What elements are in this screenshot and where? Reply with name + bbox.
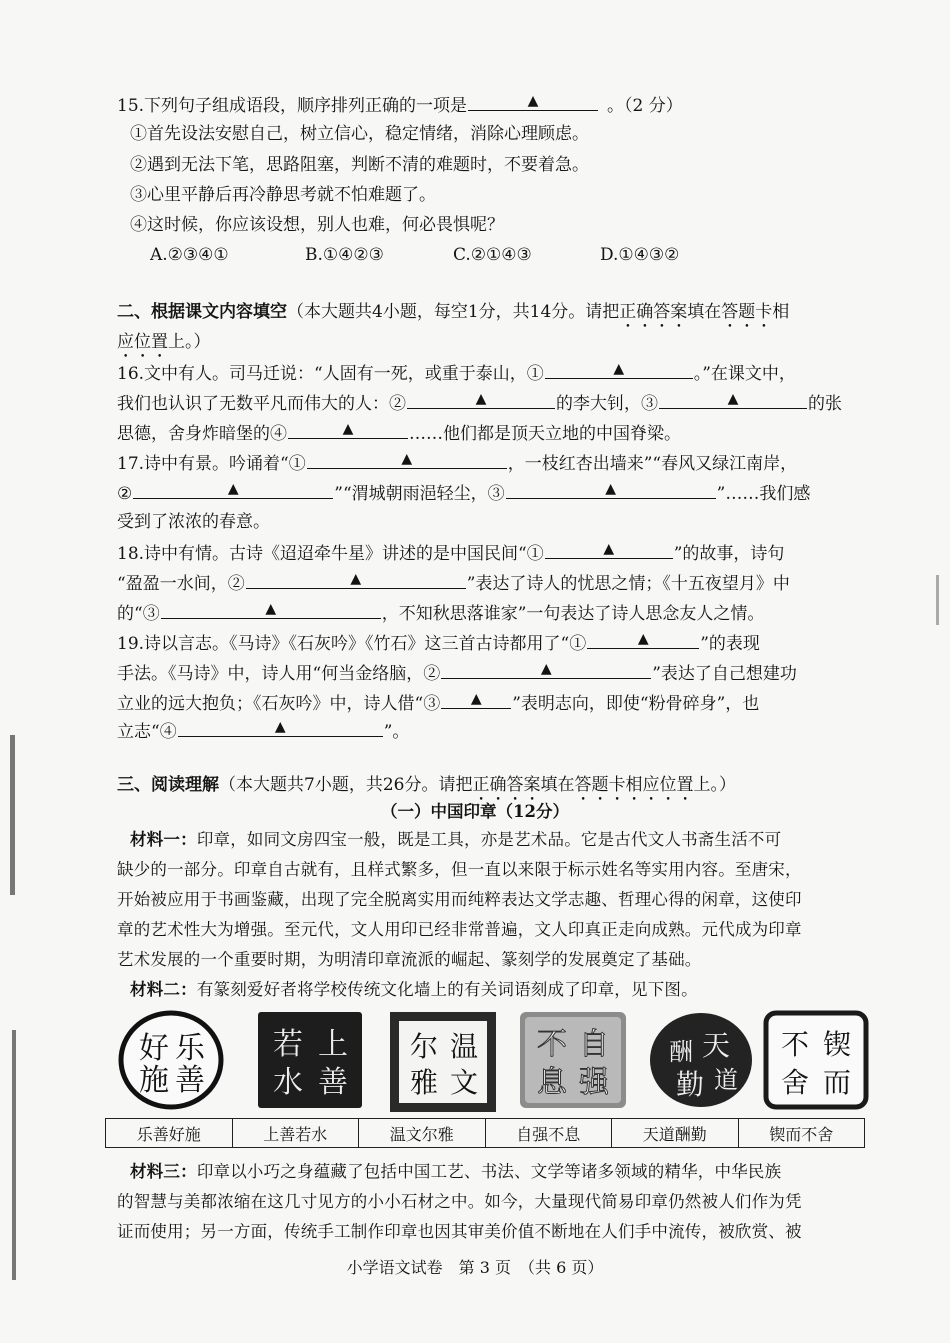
q17-line-2: ② ▲ ”“渭城朝雨浥轻尘，③ ▲ ”……我们感 (117, 481, 811, 504)
q15-sentence-2: ②遇到无法下笔，思路阻塞，判断不清的难题时，不要着急。 (130, 155, 589, 175)
q15-stem (117, 92, 683, 118)
seal-caption-6: 锲而不舍 (738, 1119, 865, 1148)
material1-line-5: 艺术发展的一个重要时期，为明清印章流派的崛起、篆刻学的发展奠定了基础。 (117, 950, 702, 969)
seal-caption-4: 自强不息 (485, 1119, 612, 1148)
q18-line-1: 18.诗中有情。古诗《迢迢牵牛星》讲述的是中国民间“① ▲ ”的故事，诗句 (117, 541, 785, 564)
q15-option-a: A.②③④① (150, 245, 229, 265)
seal3-glyph-4: 雅 (409, 1066, 439, 1099)
seal4-glyph-2: 强 (579, 1065, 609, 1100)
q17-blank-2[interactable]: ▲ (133, 480, 333, 499)
scan-edge-mark-left-lower (12, 1030, 16, 1280)
seal1-glyph-1: 乐 (175, 1031, 205, 1066)
q16-blank-1[interactable]: ▲ (545, 360, 693, 379)
seal6-glyph-1: 锲 (822, 1028, 852, 1061)
q19-blank-4[interactable]: ▲ (178, 718, 383, 737)
seal1-glyph-4: 施 (139, 1063, 169, 1098)
q18-blank-3[interactable]: ▲ (161, 600, 381, 619)
material2-label: 材料二： (130, 980, 197, 999)
seal6-glyph-2: 而 (822, 1066, 852, 1099)
q15-sentence-4: ④这时候，你应该设想，别人也难，何必畏惧呢？ (130, 215, 504, 235)
seal-shangshanruoshui-image (256, 1010, 364, 1110)
seal-qieerbushe-image (763, 1010, 869, 1110)
seal-caption-table (105, 1118, 865, 1148)
material1-line-1: 材料一：印章，如同文房四宝一般，既是工具，亦是艺术品。它是古代文人书斋生活不可 (130, 830, 782, 849)
q16-blank-4[interactable]: ▲ (288, 420, 408, 439)
q16-blank-3[interactable]: ▲ (659, 390, 807, 409)
seal2-glyph-3: 若 (273, 1027, 303, 1062)
section3-header: 三、阅读理解（本大题共7小题，共26分。请把正确答案填在答题卡相应位置上。） (117, 775, 736, 795)
seal4-glyph-4: 息 (537, 1065, 567, 1100)
q18-blank-1[interactable]: ▲ (545, 540, 673, 559)
q16-line-2: 我们也认识了无数平凡而伟大的人：② ▲ 的李大钊，③ ▲ 的张 (117, 391, 842, 414)
seal-caption-2: 上善若水 (232, 1119, 359, 1148)
seal5-glyph-3: 酬 (669, 1038, 693, 1066)
q19-line-1: 19.诗以言志。《马诗》《石灰吟》《竹石》这三首古诗都用了“① ▲ ”的表现 (117, 631, 760, 654)
seal-caption-5: 天道酬勤 (612, 1119, 739, 1148)
seal2-glyph-2: 善 (318, 1065, 348, 1100)
q19-blank-3[interactable]: ▲ (441, 690, 511, 709)
material2-line: 材料二：有篆刻爱好者将学校传统文化墙上的有关词语刻成了印章，见下图。 (130, 980, 698, 999)
seal-caption-row (106, 1119, 865, 1148)
q19-blank-2[interactable]: ▲ (441, 660, 651, 679)
section3-title: 三、阅读理解 (117, 775, 219, 795)
scan-edge-mark-right (936, 575, 939, 625)
q19-line-3: 立业的远大抱负；《石灰吟》中，诗人借“③ ▲ ”表明志向，即使“粉骨碎身”，也 (117, 691, 760, 714)
section2-header: 二、根据课文内容填空（本大题共4小题，每空1分，共14分。请把正确答案填在答题卡相 (117, 302, 790, 322)
q15-option-c: C.②①④③ (453, 245, 532, 265)
seal4-glyph-1: 自 (579, 1027, 609, 1062)
material3-line-1: 材料三：印章以小巧之身蕴藏了包括中国工艺、书法、文学等诸多领域的精华，中华民族 (130, 1162, 782, 1181)
seal-wenwenerya-image (388, 1010, 498, 1114)
q16-blank-2[interactable]: ▲ (407, 390, 555, 409)
q15-stem-after: 。（2 分） (607, 96, 683, 116)
q17-line-3: 受到了浓浓的春意。 (117, 512, 270, 532)
seal5-glyph-2: 道 (714, 1066, 738, 1094)
scan-edge-mark-left (10, 735, 15, 895)
seal2-glyph-4: 水 (273, 1065, 303, 1100)
q19-blank-1[interactable]: ▲ (587, 630, 699, 649)
q18-line-3: 的“③ ▲ ，不知秋思落谁家”一句表达了诗人思念友人之情。 (117, 601, 765, 624)
q19-line-4: 立志“④ ▲ ”。 (117, 719, 410, 742)
seal3-glyph-1: 温 (449, 1030, 479, 1063)
seal-ziqiangbuxi-image (518, 1010, 628, 1110)
q19-line-2: 手法。《马诗》中，诗人用“何当金络脑，② ▲ ”表达了自己想建功 (117, 661, 797, 684)
section2-header-line2: 应位置上。） (117, 332, 211, 352)
seal-images-row (108, 1010, 868, 1110)
q17-blank-1[interactable]: ▲ (307, 450, 507, 469)
material1-line-2: 缺少的一部分。印章自古就有，且样式繁多，但一直以来限于标示姓名等实用内容。至唐宋， (117, 860, 802, 879)
seal-tiandaochouqin-image (648, 1010, 754, 1110)
material3-line-3: 证而使用；另一方面，传统手工制作印章也因其审美价值不断地在人们手中流传，被欣赏、被 (117, 1222, 802, 1241)
reading-subtitle: （一）中国印章（12分） (381, 802, 569, 821)
material3-label: 材料三： (130, 1162, 197, 1181)
q16-line-1: 16.文中有人。司马迁说：“人固有一死，或重于泰山，① ▲ 。”在课文中， (117, 361, 796, 384)
seal1-glyph-3: 好 (139, 1031, 169, 1066)
page-footer: 小学语文试卷 第 3 页 （共 6 页） (346, 1258, 604, 1277)
q17-blank-3[interactable]: ▲ (506, 480, 716, 499)
seal-caption-3: 温文尔雅 (359, 1119, 486, 1148)
q15-stem-before: 15.下列句子组成语段，顺序排列正确的一项是 (117, 96, 468, 116)
q18-line-2: “盈盈一水间，② ▲ ”表达了诗人的忧思之情；《十五夜望月》中 (117, 571, 790, 594)
q15-sentence-1: ①首先设法安慰自己，树立信心，稳定情绪，消除心理顾虑。 (130, 124, 589, 144)
material1-line-4: 章的艺术性大为增强。至元代，文人用印已经非常普遍，文人印真正走向成熟。元代成为印章 (117, 920, 802, 939)
section2-title: 二、根据课文内容填空 (117, 302, 287, 322)
seal-lexianhaoshi-image (116, 1010, 226, 1110)
q17-line-1: 17.诗中有景。吟诵着“① ▲ ，一枝红杏出墙来”“春风又绿江南岸， (117, 451, 798, 474)
q15-sentence-3: ③心里平静后再冷静思考就不怕难题了。 (130, 185, 436, 205)
seal5-glyph-1: 天 (701, 1029, 731, 1062)
q16-line-3: 思德，舍身炸暗堡的④ ▲ ……他们都是顶天立地的中国脊梁。 (117, 421, 681, 444)
seal-caption-1: 乐善好施 (106, 1119, 233, 1148)
seal3-glyph-3: 尔 (409, 1030, 439, 1063)
seal5-glyph-4: 勤 (675, 1068, 705, 1101)
seal1-glyph-2: 善 (175, 1063, 205, 1098)
material1-label: 材料一： (130, 830, 197, 849)
material1-line-3: 开始被应用于书画鉴藏，出现了完全脱离实用而纯粹表达文学志趣、哲理心得的闲章，这使印 (117, 890, 802, 909)
q18-blank-2[interactable]: ▲ (246, 570, 466, 589)
material3-line-2: 的智慧与美都浓缩在这几寸见方的小小石材之中。如今，大量现代简易印章仍然被人们作为凭 (117, 1192, 802, 1211)
seal4-glyph-3: 不 (537, 1027, 567, 1062)
seal2-glyph-1: 上 (318, 1027, 348, 1062)
q15-option-b: B.①④②③ (305, 245, 384, 265)
q15-option-d: D.①④③② (600, 245, 680, 265)
q15-answer-blank[interactable]: ▲ (468, 92, 598, 111)
seal6-glyph-3: 不 (780, 1028, 810, 1061)
seal3-glyph-2: 文 (449, 1066, 479, 1099)
seal6-glyph-4: 舍 (780, 1066, 810, 1099)
